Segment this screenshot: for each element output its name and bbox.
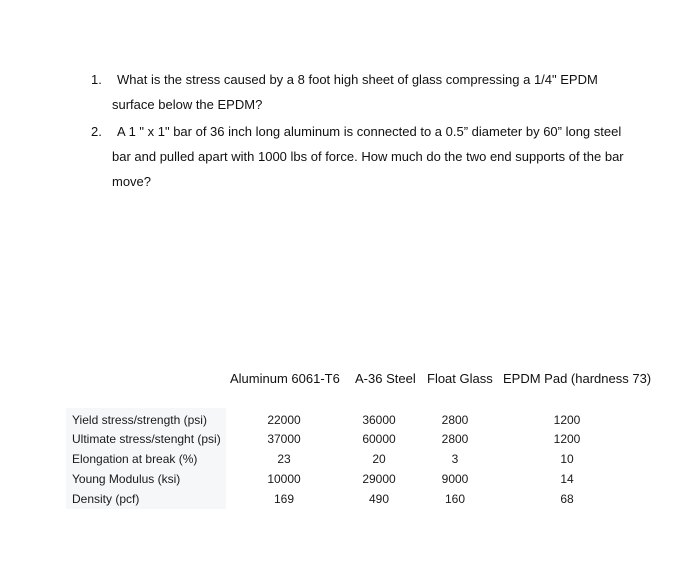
table-cell: 490 [368,492,390,506]
table-cell: 9000 [441,472,469,486]
table-cell: 1200 [553,413,581,427]
question-text-line: A 1 " x 1" bar of 36 inch long aluminum is connected to a 0.5” diameter by 60” long steel [117,124,622,139]
table-cell: 60000 [362,432,396,446]
table-cell: 68 [560,492,574,506]
table-cell: 20 [372,452,386,466]
table-cell: 2800 [441,432,469,446]
table-cell: 14 [560,472,574,486]
table-cell: 36000 [362,413,396,427]
question-number: 2. [91,124,102,139]
table-cell: 10000 [267,472,301,486]
row-label: Young Modulus (ksi) [72,472,181,486]
table-cell: 22000 [267,413,301,427]
row-label: Ultimate stress/stenght (psi) [72,432,221,446]
table-cell: 37000 [267,432,301,446]
table-cell: 3 [451,452,459,466]
question-text-line: move? [112,174,152,189]
row-label: Yield stress/strength (psi) [72,413,207,427]
column-header-steel: A-36 Steel [355,371,416,386]
table-cell: 2800 [441,413,469,427]
row-label: Density (pcf) [72,492,140,506]
table-cell: 169 [273,492,295,506]
column-header-epdm: EPDM Pad (hardness 73) [503,371,652,386]
question-number: 1. [91,72,102,87]
table-cell: 29000 [362,472,396,486]
question-text-line: What is the stress caused by a 8 foot high sheet of glass compressing a 1/4" EPDM [117,72,598,87]
column-header-aluminum: Aluminum 6061-T6 [230,371,340,386]
question-text-line: bar and pulled apart with 1000 lbs of force. How much do the two end supports of the bar [112,149,624,164]
table-cell: 23 [277,452,291,466]
column-header-glass: Float Glass [427,371,493,386]
question-text-line: surface below the EPDM? [112,97,263,112]
table-cell: 160 [444,492,466,506]
table-cell: 10 [560,452,574,466]
row-label: Elongation at break (%) [72,452,198,466]
table-cell: 1200 [553,432,581,446]
